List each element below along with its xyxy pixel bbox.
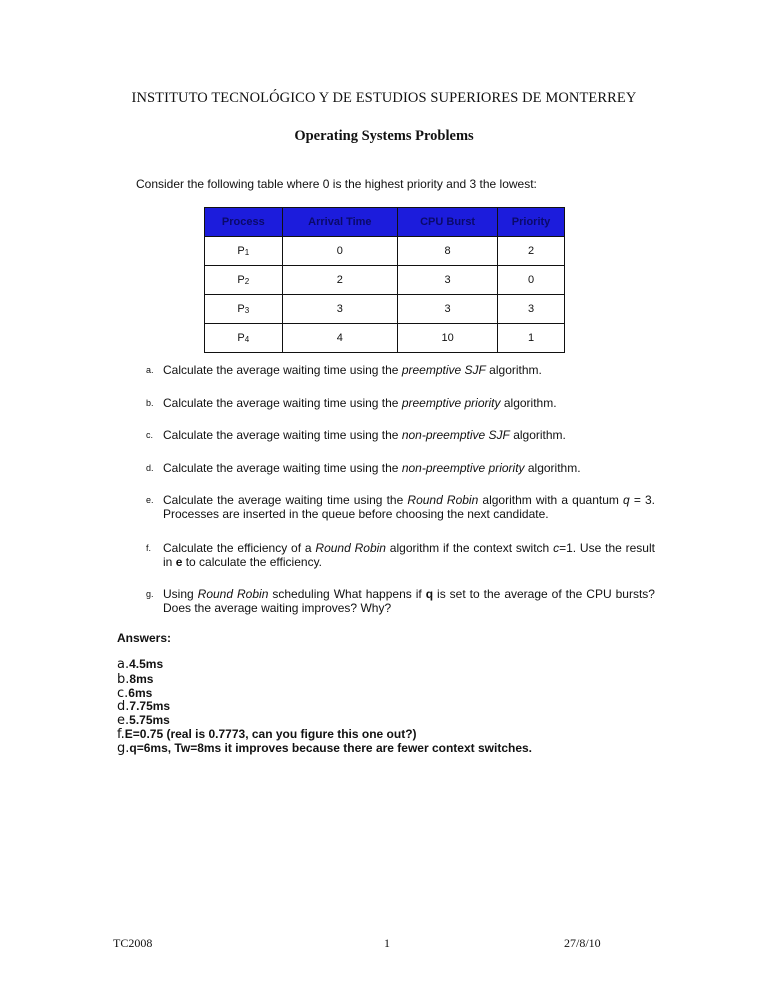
answer-c: c.6ms — [117, 686, 153, 701]
process-cell: $P_3$ — [205, 295, 283, 324]
answer-d: d.7.75ms — [117, 699, 171, 714]
arrival-cell: 0 — [282, 237, 398, 266]
answer-b: b.8ms — [117, 672, 154, 687]
footer-course: TC2008 — [113, 936, 153, 950]
burst-cell: 3 — [398, 266, 498, 295]
arrival-cell: 2 — [282, 266, 398, 295]
arrival-cell: 3 — [282, 295, 398, 324]
table-row — [205, 237, 565, 266]
burst-cell: 8 — [398, 237, 498, 266]
answer-e: e.5.75ms — [117, 713, 170, 728]
process-table — [204, 207, 565, 353]
institution-heading: INSTITUTO TECNOLÓGICO Y DE ESTUDIOS SUPERIORES DE MONTERREY — [131, 90, 637, 106]
priority-cell: 2 — [498, 237, 565, 266]
answer-g: g.q=6ms, Tw=8ms it improves because there are fewer context switches. — [117, 741, 533, 756]
arrival-cell: 4 — [282, 324, 398, 353]
header-process: Process — [205, 208, 283, 237]
priority-cell: 0 — [498, 266, 565, 295]
footer-date: 27/8/10 — [564, 936, 601, 950]
burst-cell: 10 — [398, 324, 498, 353]
answer-a: a.4.5ms — [117, 657, 164, 672]
priority-cell: 1 — [498, 324, 565, 353]
answers-heading: Answers: — [117, 631, 172, 645]
process-cell: $P_4$ — [205, 324, 283, 353]
burst-cell: 3 — [398, 295, 498, 324]
priority-cell: 3 — [498, 295, 565, 324]
table-row — [205, 324, 565, 353]
table-row — [205, 295, 565, 324]
table-row — [205, 266, 565, 295]
table-header-row — [205, 208, 565, 237]
footer-page-number: 1 — [384, 936, 390, 950]
answer-f: f.E=0.75 (real is 0.7773, can you figure this one out?) — [117, 727, 417, 742]
header-cpu-burst: CPU Burst — [398, 208, 498, 237]
header-priority: Priority — [498, 208, 565, 237]
process-cell: $P_1$ — [205, 237, 283, 266]
process-cell: $P_2$ — [205, 266, 283, 295]
page-title: Operating Systems Problems — [294, 128, 474, 144]
header-arrival-time: Arrival Time — [282, 208, 398, 237]
intro-text: Consider the following table where 0 is the highest priority and 3 the lowest: — [136, 177, 537, 191]
